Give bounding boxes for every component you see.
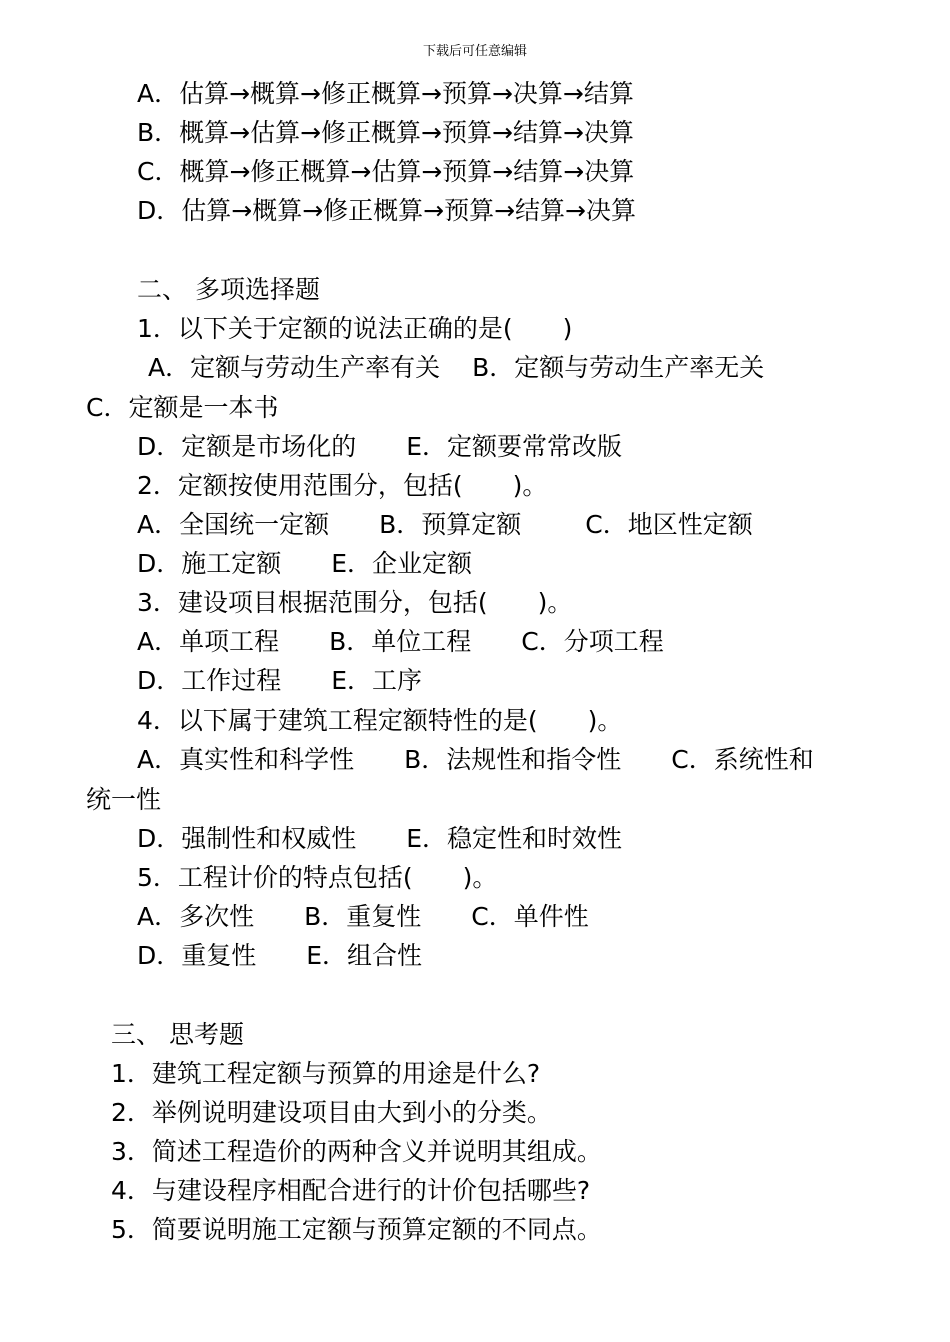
thinking-question: 4．与建设程序相配合进行的计价包括哪些? bbox=[111, 1176, 591, 1205]
option-a: A．单项工程 bbox=[137, 627, 280, 656]
option-b: B．预算定额 bbox=[379, 510, 522, 539]
option-b-sequence: B．概算→估算→修正概算→预算→结算→决算 bbox=[137, 118, 634, 147]
option-d: D．施工定额 bbox=[137, 549, 282, 578]
option-b: B．定额与劳动生产率无关 bbox=[472, 353, 765, 382]
option-c: C．地区性定额 bbox=[585, 510, 753, 539]
option-b: B．法规性和指令性 bbox=[404, 745, 622, 774]
option-row bbox=[137, 510, 753, 540]
question-stem: 4．以下属于建筑工程定额特性的是( )。 bbox=[137, 706, 623, 735]
option-row bbox=[137, 745, 814, 775]
option-c: C．单件性 bbox=[471, 902, 589, 931]
thinking-question: 5．简要说明施工定额与预算定额的不同点。 bbox=[111, 1215, 602, 1244]
option-e: E．组合性 bbox=[306, 941, 423, 970]
option-a: A．定额与劳动生产率有关 bbox=[148, 353, 441, 382]
question-stem: 2．定额按使用范围分，包括( )。 bbox=[137, 471, 548, 500]
option-row bbox=[137, 666, 422, 696]
question-stem: 3．建设项目根据范围分，包括( )。 bbox=[137, 588, 573, 617]
thinking-question: 2．举例说明建设项目由大到小的分类。 bbox=[111, 1098, 552, 1127]
option-c: C．系统性和 bbox=[671, 745, 814, 774]
option-c: C．分项工程 bbox=[521, 627, 664, 656]
option-e: E．工序 bbox=[331, 666, 423, 695]
option-row bbox=[137, 824, 622, 854]
option-a: A．多次性 bbox=[137, 902, 255, 931]
thinking-question: 3．简述工程造价的两种含义并说明其组成。 bbox=[111, 1137, 602, 1166]
option-d: D．重复性 bbox=[137, 941, 257, 970]
option-a: A．真实性和科学性 bbox=[137, 745, 355, 774]
option-d-sequence: D．估算→概算→修正概算→预算→结算→决算 bbox=[137, 196, 636, 225]
option-c-continuation: 统一性 bbox=[86, 785, 162, 814]
option-a-sequence: A．估算→概算→修正概算→预算→决算→结算 bbox=[137, 79, 634, 108]
option-row bbox=[137, 627, 664, 657]
option-c: C．定额是一本书 bbox=[86, 393, 279, 422]
option-c-sequence: C．概算→修正概算→估算→预算→结算→决算 bbox=[137, 157, 635, 186]
option-d: D．定额是市场化的 bbox=[137, 432, 357, 461]
option-row bbox=[137, 549, 472, 579]
option-row bbox=[137, 941, 422, 971]
page-header: 下载后可任意编辑 bbox=[422, 44, 527, 59]
question-stem: 5．工程计价的特点包括( )。 bbox=[137, 863, 498, 892]
option-b: B．重复性 bbox=[304, 902, 422, 931]
section-heading-multiple-choice: 二、 多项选择题 bbox=[137, 275, 320, 304]
option-row bbox=[137, 432, 622, 462]
question-stem: 1．以下关于定额的说法正确的是( ) bbox=[137, 314, 573, 343]
option-e: E．企业定额 bbox=[331, 549, 473, 578]
thinking-question: 1．建筑工程定额与预算的用途是什么? bbox=[111, 1059, 541, 1088]
option-d: D．工作过程 bbox=[137, 666, 282, 695]
option-a: A．全国统一定额 bbox=[137, 510, 330, 539]
option-row bbox=[148, 353, 764, 383]
option-e: E．稳定性和时效性 bbox=[406, 824, 623, 853]
option-d: D．强制性和权威性 bbox=[137, 824, 357, 853]
option-row bbox=[137, 902, 589, 932]
option-e: E．定额要常常改版 bbox=[406, 432, 623, 461]
option-b: B．单位工程 bbox=[329, 627, 472, 656]
section-heading-thinking: 三、 思考题 bbox=[111, 1020, 244, 1049]
